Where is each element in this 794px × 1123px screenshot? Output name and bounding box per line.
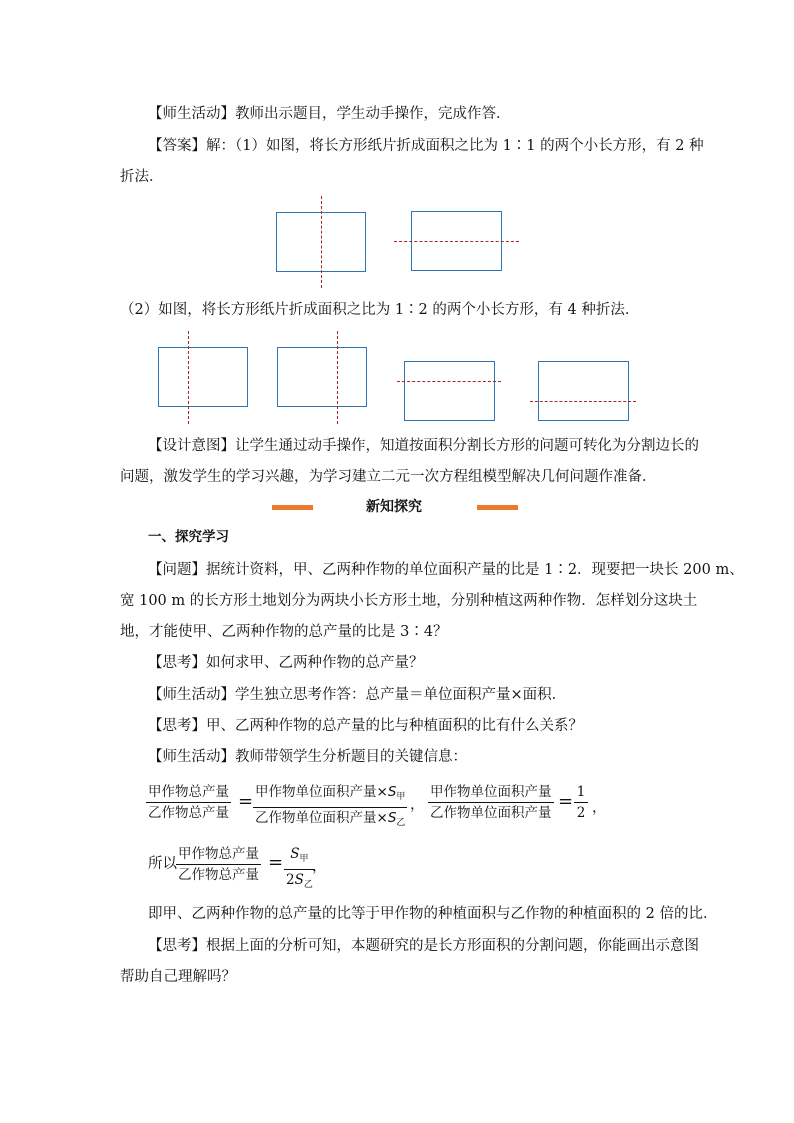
comma: ， <box>312 859 327 875</box>
comma: ， <box>410 797 425 813</box>
so-label: 所以 <box>148 856 177 872</box>
section-bar-right <box>477 505 518 510</box>
fraction-unit-yield-area <box>253 783 407 832</box>
vertical-fold-line <box>188 331 189 424</box>
fraction-total-yield <box>146 783 231 822</box>
answer-line-1: 【答案】解：（1）如图，将长方形纸片折成面积之比为 1∶1 的两个小长方形，有 2 种 <box>148 138 704 154</box>
equals-sign: = <box>268 852 284 873</box>
rectangle <box>538 361 629 421</box>
denominator: 2 <box>576 805 586 821</box>
numerator: 甲作物总产量 <box>176 845 261 865</box>
denominator: 乙作物单位面积产量 <box>430 805 552 821</box>
fraction-total-yield <box>176 845 261 884</box>
rectangle <box>404 361 495 421</box>
subsection-title: 一、探究学习 <box>148 529 229 545</box>
numerator: 甲作物单位面积产量$\times S_甲$ <box>253 783 407 808</box>
think-line-2: 【思考】甲、乙两种作物的总产量的比与种植面积的比有什么关系？ <box>148 718 583 734</box>
conclusion-line: 即甲、乙两种作物的总产量的比等于甲作物的种植面积与乙作物的种植面积的 2 倍的比． <box>148 906 718 922</box>
think-line-4: 帮助自己理解吗？ <box>120 969 236 985</box>
think-line-1: 【思考】如何求甲、乙两种作物的总产量？ <box>148 655 424 671</box>
vertical-fold-line <box>337 331 338 424</box>
problem-line-1: 【问题】据统计资料，甲、乙两种作物的单位面积产量的比是 1∶2．现要把一块长 200 m、 <box>148 562 744 578</box>
think-line-3: 【思考】根据上面的分析可知，本题研究的是长方形面积的分割问题，你能画出示意图 <box>148 938 699 954</box>
numerator: 甲作物单位面积产量 <box>428 783 554 803</box>
equals-sign: = <box>238 791 254 812</box>
horizontal-fold-line <box>530 401 636 402</box>
denominator: 乙作物总产量 <box>148 805 229 821</box>
numerator: $S_甲$ <box>284 845 315 870</box>
design-intent-line-1: 【设计意图】让学生通过动手操作，知道按面积分割长方形的问题可转化为分割边长的 <box>148 438 699 454</box>
fraction-unit-yield <box>428 783 554 822</box>
answer-line-2: 折法． <box>120 169 164 185</box>
numerator: 1 <box>574 783 588 803</box>
activity-line-1: 【师生活动】教师出示题目，学生动手操作，完成作答． <box>148 106 511 122</box>
rectangle <box>158 347 248 407</box>
activity-line-3: 【师生活动】教师带领学生分析题目的关键信息： <box>148 749 467 765</box>
denominator: 乙作物单位面积产量$\times S_乙$ <box>255 810 406 828</box>
design-intent-line-2: 问题，激发学生的学习兴趣，为学习建立二元一次方程组模型解决几何问题作准备． <box>120 469 657 485</box>
denominator: $2S_乙$ <box>286 872 313 890</box>
numerator: 甲作物总产量 <box>146 783 231 803</box>
problem-line-2: 宽 100 m 的长方形土地划分为两块小长方形土地，分别种植这两种作物．怎样划分这块土 <box>120 593 698 609</box>
equals-sign: = <box>558 791 574 812</box>
vertical-fold-line <box>321 196 322 288</box>
horizontal-fold-line <box>397 381 501 382</box>
answer-line-3: （2）如图，将长方形纸片折成面积之比为 1∶2 的两个小长方形，有 4 种折法． <box>120 302 640 318</box>
activity-line-2: 【师生活动】学生独立思考作答：总产量＝单位面积产量×面积． <box>148 687 567 703</box>
problem-line-3: 地，才能使甲、乙两种作物的总产量的比是 3∶4？ <box>120 624 448 640</box>
denominator: 乙作物总产量 <box>178 867 259 883</box>
fraction-area <box>284 845 315 894</box>
section-title: 新知探究 <box>366 499 422 515</box>
comma: ， <box>592 800 607 816</box>
section-bar-left <box>272 505 313 510</box>
horizontal-fold-line <box>394 241 519 242</box>
rectangle <box>277 347 367 407</box>
fraction-half <box>574 783 588 822</box>
